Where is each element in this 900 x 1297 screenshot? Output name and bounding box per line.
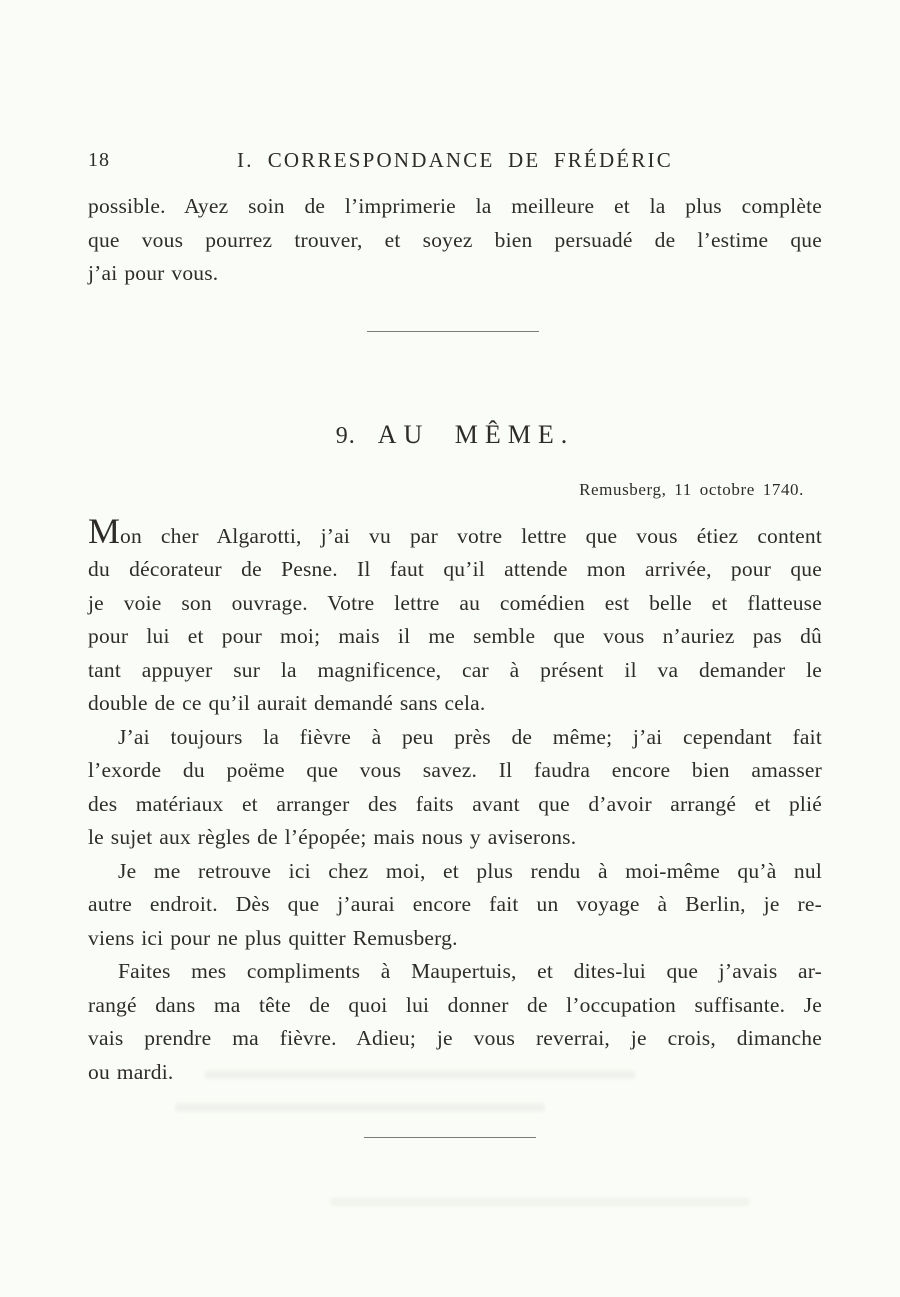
letter-body: [88, 510, 822, 1090]
running-head: [88, 148, 822, 172]
text-line: autre endroit. Dès que j’aurai encore fait un voyage à Berlin, je re-: [88, 892, 822, 916]
text-line: rangé dans ma tête de quoi lui donner de l’occupation suffisante. Je: [88, 992, 822, 1017]
text-line: viens ici pour ne plus quitter Remusberg.: [88, 925, 458, 950]
letter-section: [88, 420, 822, 1090]
text-line: ou mardi.: [88, 1059, 174, 1084]
letter-number: 9.: [335, 422, 356, 449]
running-title-section: I.: [237, 148, 254, 172]
text-line: du décorateur de Pesne. Il faut qu’il attende mon arrivée, pour que: [88, 557, 822, 581]
letter-paragraph: [88, 510, 822, 721]
text-line: Je me retrouve ici chez moi, et plus rendu à moi-même qu’à nul: [118, 858, 822, 883]
text-line: possible. Ayez soin de l’imprimerie la meilleure et la plus complète: [88, 194, 822, 218]
bleedthrough-smudge: [205, 1070, 635, 1079]
text-line: tant appuyer sur la magnificence, car à présent il va demander le: [88, 657, 822, 682]
page-number: 18: [88, 149, 110, 171]
text-line: Faites mes compliments à Maupertuis, et dites-lui que j’avais ar-: [118, 959, 822, 983]
text-line: double de ce qu’il aurait demandé sans cela.: [88, 691, 486, 715]
text-line: des matériaux et arranger des faits avant que d’avoir arrangé et plié: [88, 791, 822, 816]
text-line: J’ai toujours la fièvre à peu près de même; j’ai cependant fait: [118, 724, 822, 749]
letter-paragraph: [88, 721, 822, 855]
text-line: je voie son ouvrage. Votre lettre au comédien est belle et flatteuse: [88, 590, 822, 615]
letter-paragraph: [88, 855, 822, 956]
text-line: le sujet aux règles de l’épopée; mais nous y aviserons.: [88, 825, 577, 849]
letter-paragraph: [88, 955, 822, 1089]
running-title-text: CORRESPONDANCE DE FRÉDÉRIC: [267, 148, 673, 172]
letter-title: AU MÊME.: [377, 419, 575, 449]
text-line: pour lui et pour moi; mais il me semble que vous n’auriez pas dû: [88, 624, 822, 648]
running-title: [88, 148, 822, 173]
section-divider-top: [367, 331, 539, 332]
drop-initial: M: [88, 510, 121, 551]
bleedthrough-smudge: [175, 1103, 545, 1112]
text-line: l’exorde du poëme que vous savez. Il faudra encore bien amasser: [88, 758, 822, 782]
text-line: vais prendre ma fièvre. Adieu; je vous reverrai, je crois, dimanche: [88, 1026, 822, 1050]
section-divider-bottom: [364, 1137, 536, 1138]
letter-dateline: Remusberg, 11 octobre 1740.: [579, 479, 804, 499]
text-line: j’ai pour vous.: [88, 261, 219, 285]
text-line: Mon cher Algarotti, j’ai vu par votre lettre que vous étiez content: [88, 510, 822, 551]
bleedthrough-smudge: [330, 1198, 750, 1206]
letter-heading: [88, 420, 822, 450]
text-line: que vous pourrez trouver, et soyez bien persuadé de l’estime que: [88, 227, 822, 252]
intro-paragraph: [88, 190, 822, 291]
